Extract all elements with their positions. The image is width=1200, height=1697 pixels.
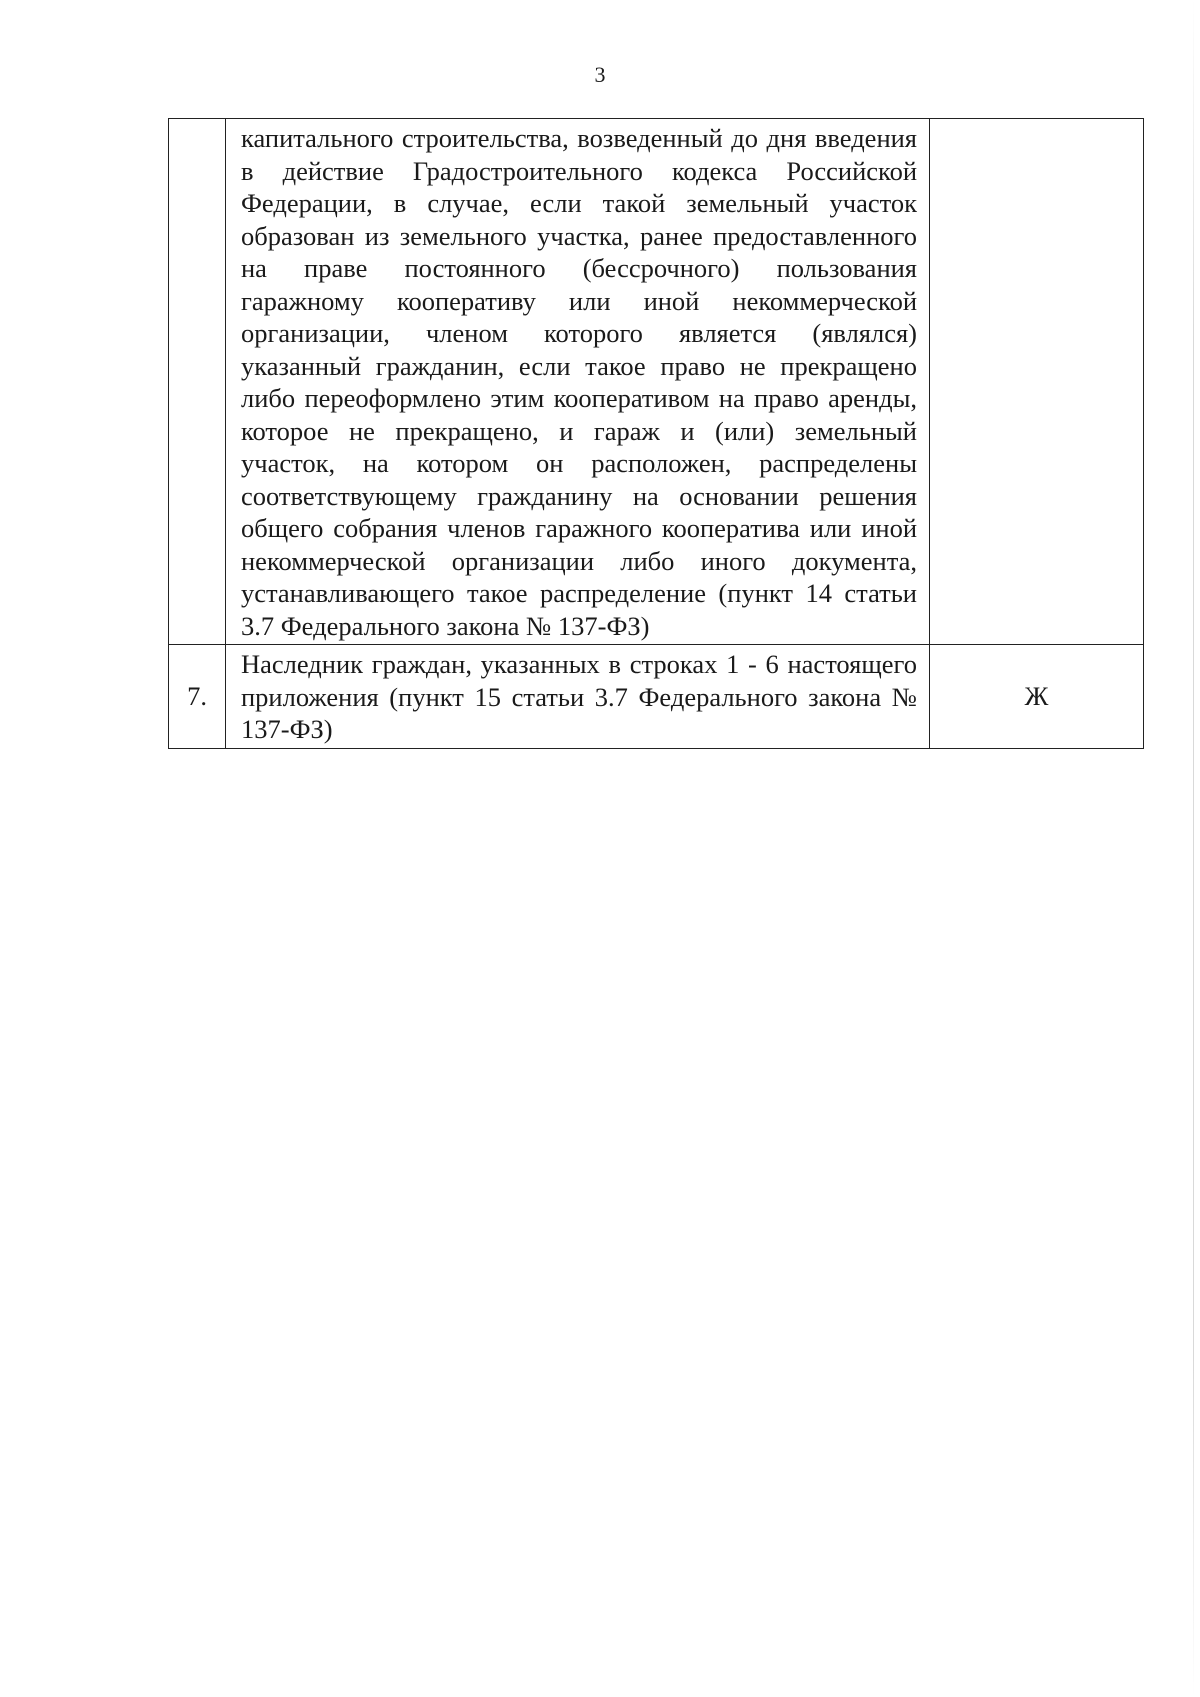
table-row [169, 645, 1144, 749]
row-description-cell: капитального строительства, возведенный до дня введения в действие Градостроительного кодекса Российской Федерации, в случае, если такой земельный участок образован из земельного участка, ранее предоставленного на праве постоянного (бессрочного) пользования гаражному кооперативу или иной некоммерческой организации, членом которого является (являлся) указанный гражданин, если такое право не прекращено либо переоформлено этим кооперативом на право аренды, которое не прекращено, и гараж и (или) земельный участок, на котором он расположен, распределены соответствующему гражданину на основании решения общего собрания членов гаражного кооператива или иной некоммерческой организации либо иного документа, устанавливающего такое распределение (пункт 14 статьи 3.7 Федерального закона № 137-ФЗ) [226, 119, 930, 645]
row-description-cell: Наследник граждан, указанных в строках 1 - 6 настоящего приложения (пункт 15 статьи 3.7 Федерального закона № 137-ФЗ) [226, 645, 930, 749]
table-row [169, 119, 1144, 645]
row-code-cell [930, 119, 1144, 645]
row-code-cell: Ж [930, 645, 1144, 749]
scan-edge [1193, 0, 1194, 1697]
row-number-cell: 7. [169, 645, 226, 749]
appendix-table [168, 118, 1144, 749]
page-number: 3 [594, 62, 606, 87]
row-number-cell [169, 119, 226, 645]
